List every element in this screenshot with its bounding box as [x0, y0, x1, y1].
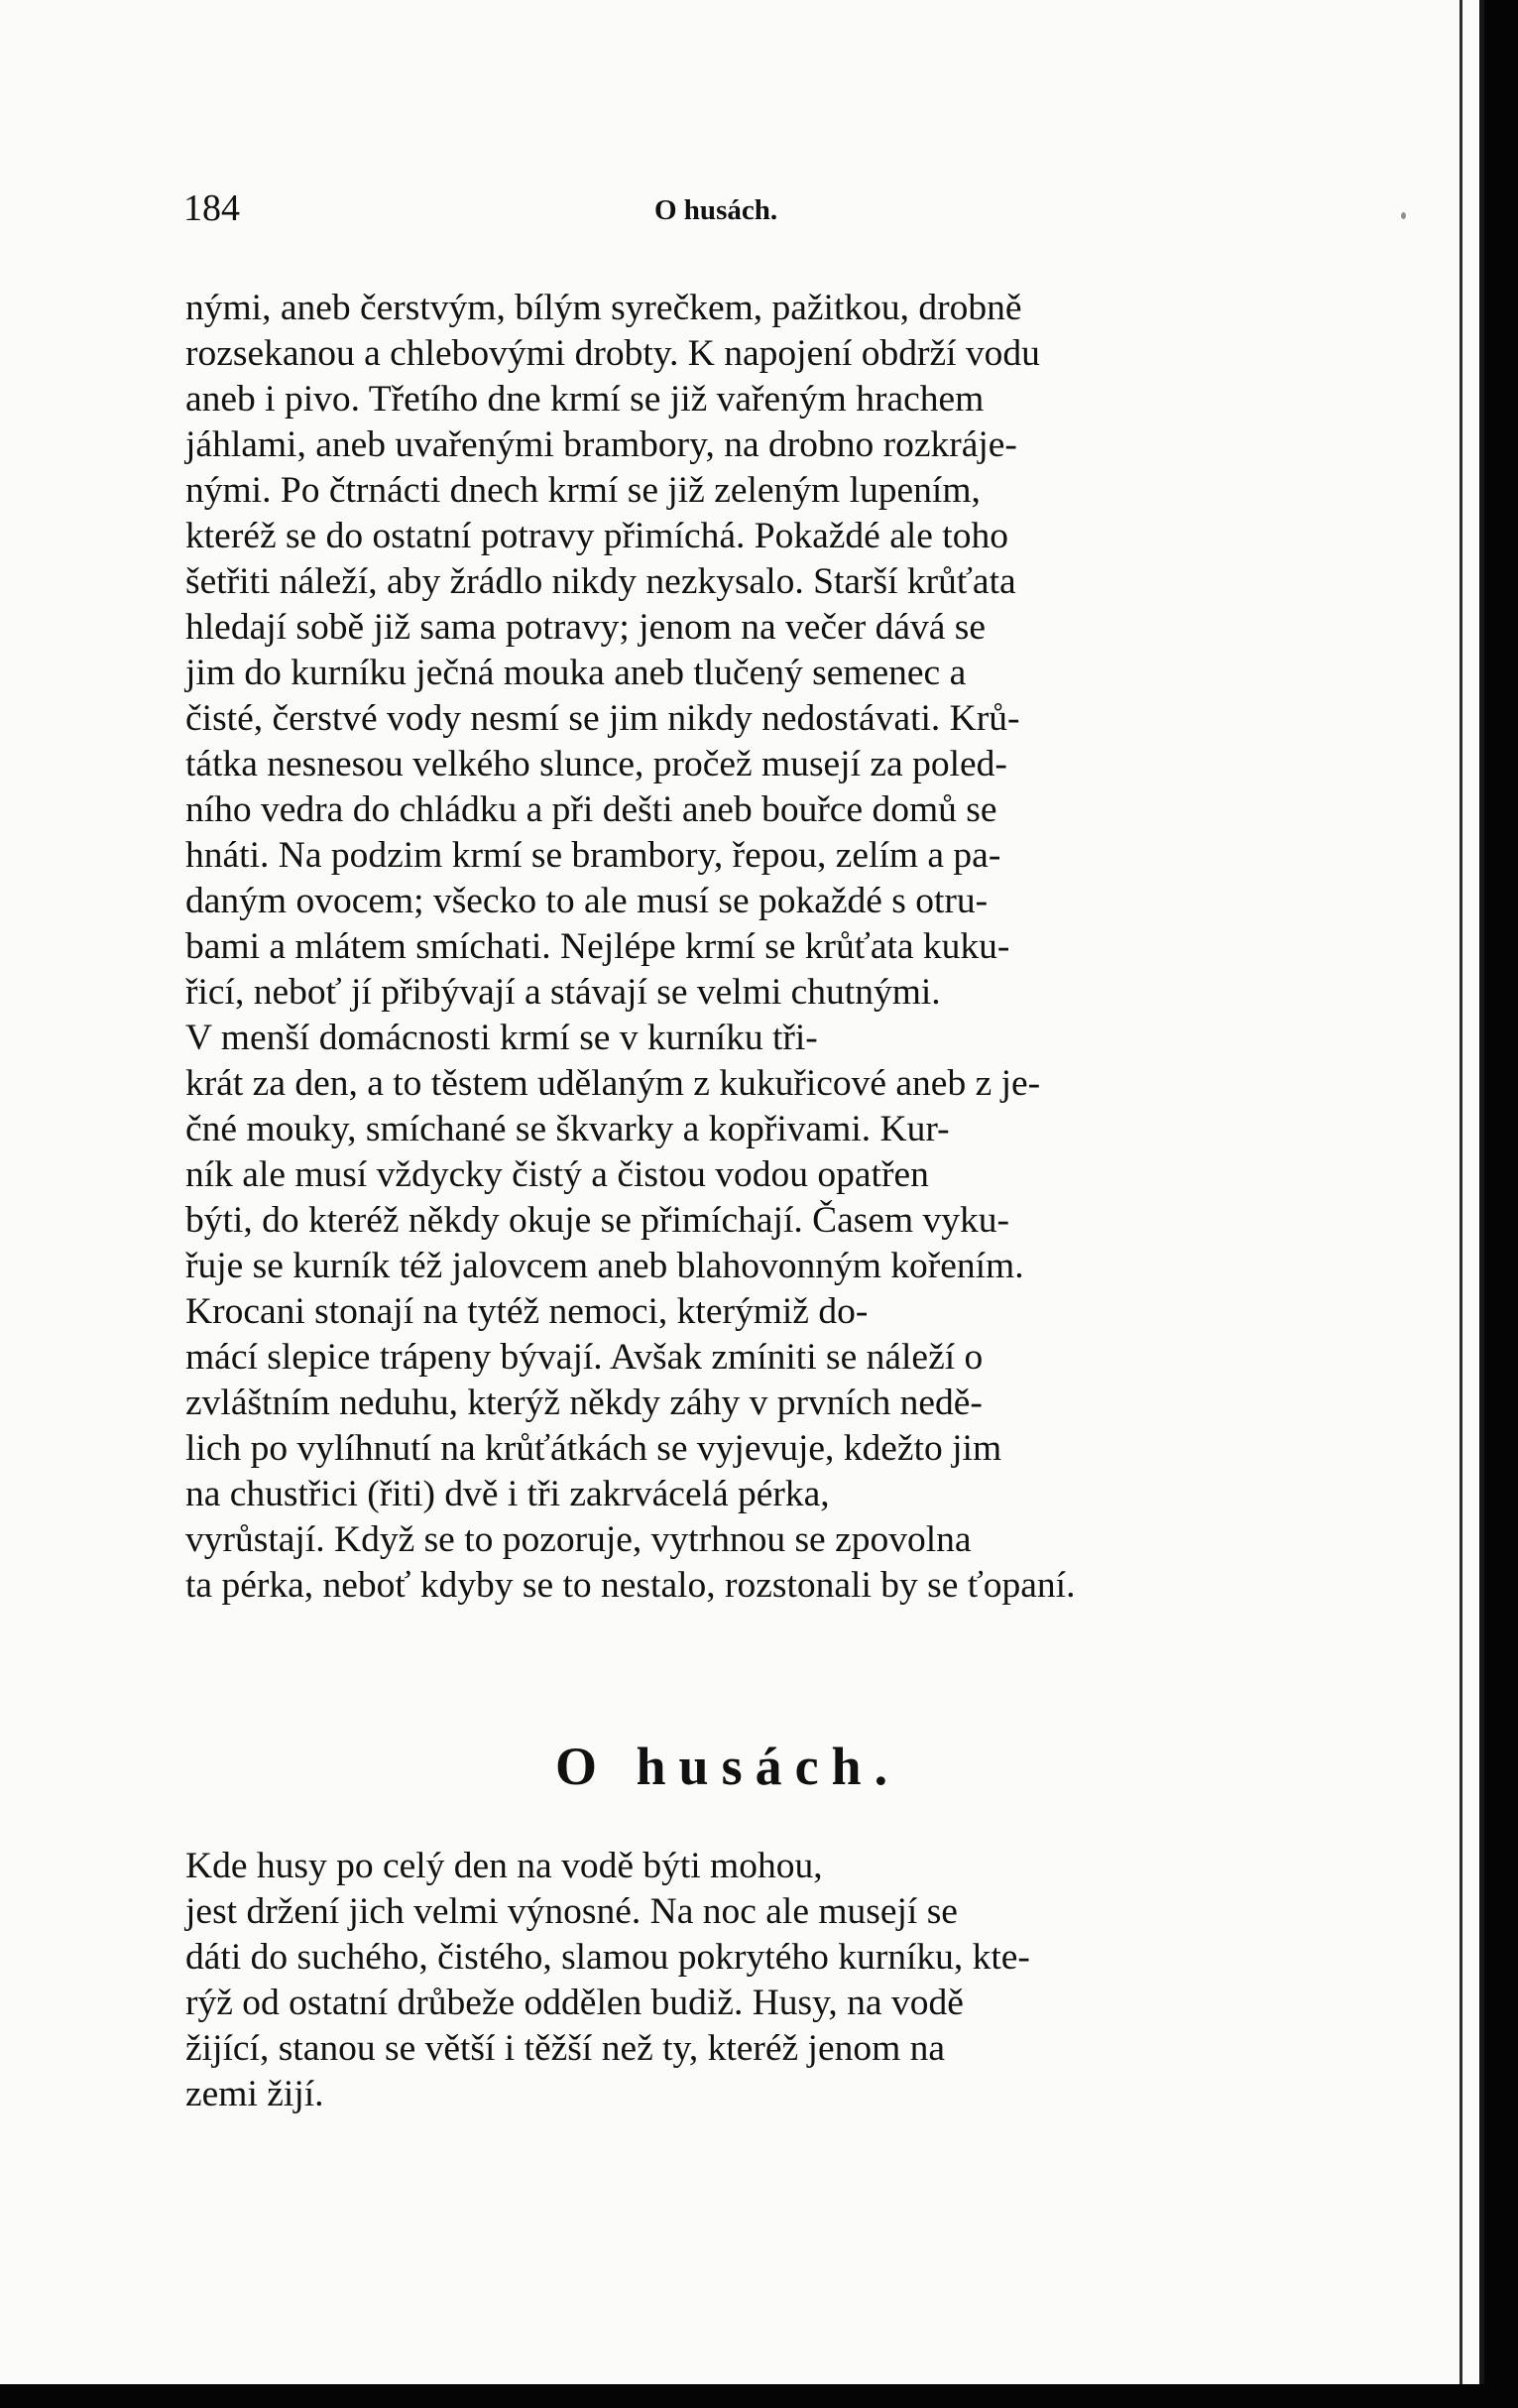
body-line: zvláštním neduhu, kterýž někdy záhy v prvních nedě- [185, 1383, 983, 1423]
body-line: nými, aneb čerstvým, bílým syrečkem, pažitkou, drobně [185, 288, 1022, 328]
body-line: jáhlami, aneb uvařenými brambory, na drobno rozkráje- [185, 424, 1017, 465]
body-line: krát za den, a to těstem udělaným z kukuřicové aneb z je- [185, 1063, 1041, 1104]
body-line: ník ale musí vždycky čistý a čistou vodou opatřen [185, 1154, 929, 1195]
chapter-title: O husách. [555, 1737, 901, 1796]
page-number: 184 [183, 187, 240, 229]
body-line: hnáti. Na podzim krmí se brambory, řepou, zelím a pa- [185, 835, 1001, 876]
body-line: mácí slepice trápeny bývají. Avšak zmíniti se náleží o [185, 1337, 984, 1378]
body-line: čisté, čerstvé vody nesmí se jim nikdy nedostávati. Krů- [185, 698, 1020, 739]
body-line: aneb i pivo. Třetího dne krmí se již vařeným hrachem [185, 379, 985, 420]
body-line: tátka nesnesou velkého slunce, pročež musejí za poled- [185, 744, 1007, 784]
body-line: ta pérka, neboť kdyby se to nestalo, rozstonali by se ťopaní. [185, 1565, 1076, 1606]
body-line: Kde husy po celý den na vodě býti mohou, [185, 1846, 823, 1886]
chapter-body-text [185, 1844, 1301, 2117]
body-line: rozsekanou a chlebovými drobty. K napojení obdrží vodu [185, 333, 1040, 374]
body-line: rýž od ostatní drůbeže oddělen budiž. Husy, na vodě [185, 1983, 964, 2023]
body-line: zemi žijí. [185, 2074, 324, 2114]
body-line: šetřiti náleží, aby žrádlo nikdy nezkysalo. Starší krůťata [185, 561, 1016, 602]
body-line: dáti do suchého, čistého, slamou pokrytého kurníku, kte- [185, 1937, 1030, 1978]
page-header [183, 186, 1314, 236]
body-line: žijící, stanou se větší i těžší než ty, kteréž jenom na [185, 2028, 946, 2069]
ink-speck [1401, 212, 1406, 219]
body-line: daným ovocem; všecko to ale musí se pokaždé s otru- [185, 881, 989, 921]
body-line: řuje se kurník též jalovcem aneb blahovonným kořením. [185, 1246, 1024, 1286]
body-line: lich po vylíhnutí na krůťátkách se vyjevuje, kdežto jim [185, 1428, 1002, 1469]
body-line: Krocani stonají na tytéž nemoci, kterýmiž do- [185, 1291, 869, 1332]
body-line: hledají sobě již sama potravy; jenom na večer dává se [185, 607, 986, 648]
body-line: kteréž se do ostatní potravy přimíchá. Pokaždé ale toho [185, 516, 1008, 556]
body-line: V menší domácnosti krmí se v kurníku tři- [185, 1018, 818, 1058]
body-line: nými. Po čtrnácti dnech krmí se již zeleným lupením, [185, 470, 981, 511]
body-line: ního vedra do chládku a při dešti aneb bouřce domů se [185, 789, 997, 830]
body-line: jest držení jich velmi výnosné. Na noc ale musejí se [185, 1891, 958, 1932]
body-line: řicí, neboť jí přibývají a stávají se velmi chutnými. [185, 972, 941, 1013]
body-line: čné mouky, smíchané se škvarky a kopřivami. Kur- [185, 1109, 950, 1149]
body-line: na chustřici (řiti) dvě i tři zakrvácelá pérka, [185, 1474, 830, 1514]
body-line: vyrůstají. Když se to pozoruje, vytrhnou se zpovolna [185, 1519, 972, 1560]
body-line: býti, do kteréž někdy okuje se přimíchají. Časem vyku- [185, 1200, 1010, 1241]
page-edge-shadow [1460, 0, 1462, 2384]
body-line: jim do kurníku ječná mouka aneb tlučený semenec a [185, 653, 967, 693]
main-body-text [185, 286, 1301, 1609]
running-head: O husách. [654, 194, 778, 226]
body-line: bami a mlátem smíchati. Nejlépe krmí se krůťata kuku- [185, 926, 1010, 967]
